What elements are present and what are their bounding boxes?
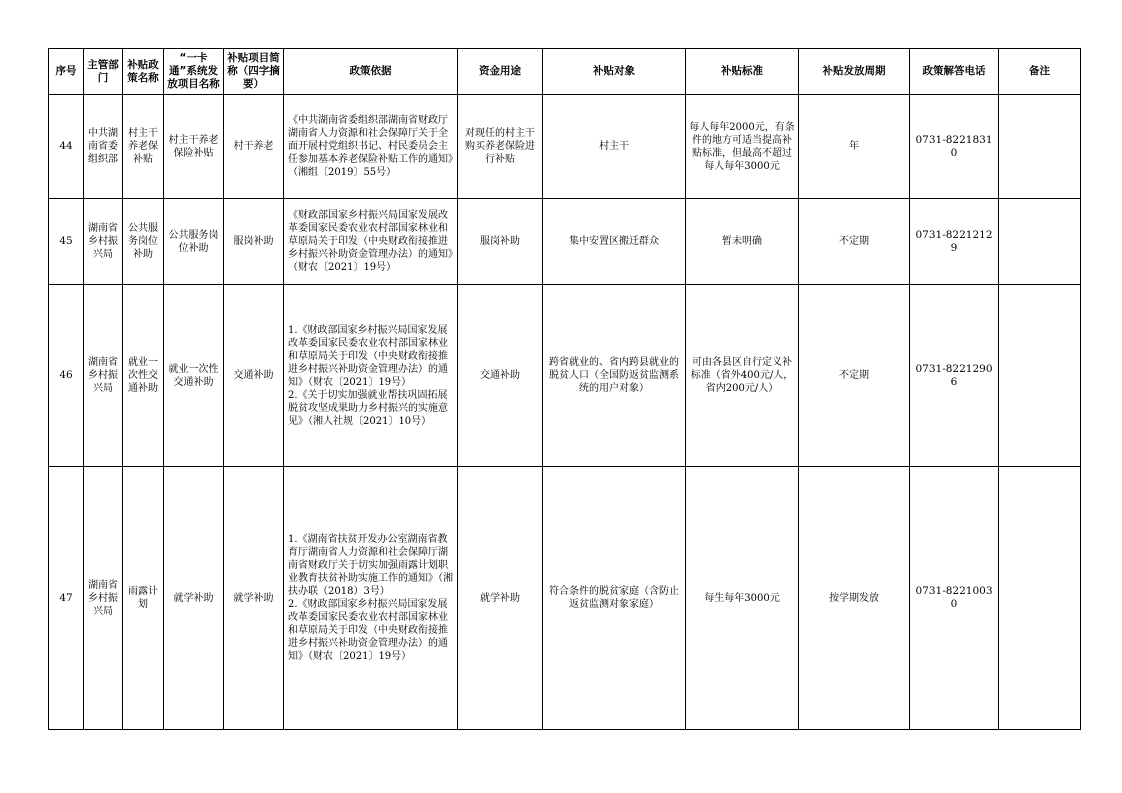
cell-policy-name: 村主干养老保补贴 bbox=[123, 95, 164, 199]
cell-phone: 0731-82212129 bbox=[910, 199, 999, 285]
cell-dept: 湖南省乡村振兴局 bbox=[84, 285, 123, 467]
header-short-name: 补贴项目简称（四字摘要） bbox=[224, 49, 284, 95]
header-dept: 主管部门 bbox=[84, 49, 123, 95]
table-row bbox=[49, 199, 1081, 285]
cell-usage: 交通补助 bbox=[458, 285, 543, 467]
cell-usage: 就学补助 bbox=[458, 467, 543, 730]
cell-cycle: 按学期发放 bbox=[799, 467, 910, 730]
cell-no: 45 bbox=[49, 199, 84, 285]
cell-basis: 1.《财政部国家乡村振兴局国家发展改革委国家民委农业农村部国家林业和草原局关于印发（中央财政衔接推进乡村振兴补助资金管理办法）的通知》（财农〔2021〕19号） 2.《关于切实加强就业帮扶巩固拓展脱贫攻坚成果助力乡村振兴的实施意见》（湘人社规〔2021〕10号） bbox=[284, 285, 458, 467]
cell-short-name: 就学补助 bbox=[224, 467, 284, 730]
cell-cycle: 不定期 bbox=[799, 199, 910, 285]
cell-remark bbox=[999, 285, 1081, 467]
header-row bbox=[49, 49, 1081, 95]
cell-short-name: 村干养老 bbox=[224, 95, 284, 199]
cell-cycle: 不定期 bbox=[799, 285, 910, 467]
subsidy-policy-table bbox=[48, 48, 1081, 730]
cell-policy-name: 雨露计划 bbox=[123, 467, 164, 730]
header-standard: 补贴标准 bbox=[686, 49, 799, 95]
cell-dept: 湖南省乡村振兴局 bbox=[84, 199, 123, 285]
cell-system-name: 就业一次性交通补助 bbox=[164, 285, 224, 467]
cell-remark bbox=[999, 95, 1081, 199]
cell-remark bbox=[999, 199, 1081, 285]
cell-dept: 中共湖南省委组织部 bbox=[84, 95, 123, 199]
cell-target: 跨省就业的、省内跨县就业的脱贫人口（全国防返贫监测系统的用户对象） bbox=[543, 285, 686, 467]
cell-basis: 《财政部国家乡村振兴局国家发展改革委国家民委农业农村部国家林业和草原局关于印发（中央财政衔接推进乡村振兴补助资金管理办法）的通知》（财农〔2021〕19号） bbox=[284, 199, 458, 285]
cell-system-name: 公共服务岗位补助 bbox=[164, 199, 224, 285]
cell-basis: 《中共湖南省委组织部湖南省财政厅湖南省人力资源和社会保障厅关于全面开展村党组织书记、村民委员会主任参加基本养老保险补贴工作的通知》（湘组〔2019〕55号） bbox=[284, 95, 458, 199]
table-row bbox=[49, 285, 1081, 467]
cell-usage: 对现任的村主干购买养老保险进行补贴 bbox=[458, 95, 543, 199]
cell-target: 符合条件的脱贫家庭（含防止返贫监测对象家庭） bbox=[543, 467, 686, 730]
cell-policy-name: 就业一次性交通补助 bbox=[123, 285, 164, 467]
cell-dept: 湖南省乡村振兴局 bbox=[84, 467, 123, 730]
cell-standard: 每人每年2000元，有条件的地方可适当提高补贴标准，但最高不超过每人每年3000元 bbox=[686, 95, 799, 199]
cell-system-name: 村主干养老保险补贴 bbox=[164, 95, 224, 199]
header-phone: 政策解答电话 bbox=[910, 49, 999, 95]
cell-short-name: 服岗补助 bbox=[224, 199, 284, 285]
cell-standard: 可由各县区自行定义补标准（省外400元/人，省内200元/人） bbox=[686, 285, 799, 467]
header-cycle: 补贴发放周期 bbox=[799, 49, 910, 95]
cell-usage: 服岗补助 bbox=[458, 199, 543, 285]
table-row bbox=[49, 95, 1081, 199]
header-no: 序号 bbox=[49, 49, 84, 95]
cell-basis: 1.《湖南省扶贫开发办公室湖南省教育厅湖南省人力资源和社会保障厅湖南省财政厅关于切实加强雨露计划职业教育扶贫补助实施工作的通知》（湘扶办联（2018）3号） 2.《财政部国家乡村振兴局国家发展改革委国家民委农业农村部国家林业和草原局关于印发（中央财政衔接推进乡村振兴补助资金管理办法）的通知》（财农〔2021〕19号） bbox=[284, 467, 458, 730]
cell-no: 46 bbox=[49, 285, 84, 467]
cell-no: 44 bbox=[49, 95, 84, 199]
header-usage: 资金用途 bbox=[458, 49, 543, 95]
cell-short-name: 交通补助 bbox=[224, 285, 284, 467]
table-row bbox=[49, 467, 1081, 730]
cell-target: 村主干 bbox=[543, 95, 686, 199]
cell-remark bbox=[999, 467, 1081, 730]
header-target: 补贴对象 bbox=[543, 49, 686, 95]
cell-target: 集中安置区搬迁群众 bbox=[543, 199, 686, 285]
cell-system-name: 就学补助 bbox=[164, 467, 224, 730]
cell-phone: 0731-82210030 bbox=[910, 467, 999, 730]
header-remark: 备注 bbox=[999, 49, 1081, 95]
header-basis: 政策依据 bbox=[284, 49, 458, 95]
cell-phone: 0731-82212906 bbox=[910, 285, 999, 467]
cell-policy-name: 公共服务岗位补助 bbox=[123, 199, 164, 285]
header-system-name: “一卡通”系统发放项目名称 bbox=[164, 49, 224, 95]
cell-cycle: 年 bbox=[799, 95, 910, 199]
cell-standard: 暂未明确 bbox=[686, 199, 799, 285]
cell-standard: 每生每年3000元 bbox=[686, 467, 799, 730]
header-policy-name: 补贴政策名称 bbox=[123, 49, 164, 95]
cell-phone: 0731-82218310 bbox=[910, 95, 999, 199]
cell-no: 47 bbox=[49, 467, 84, 730]
